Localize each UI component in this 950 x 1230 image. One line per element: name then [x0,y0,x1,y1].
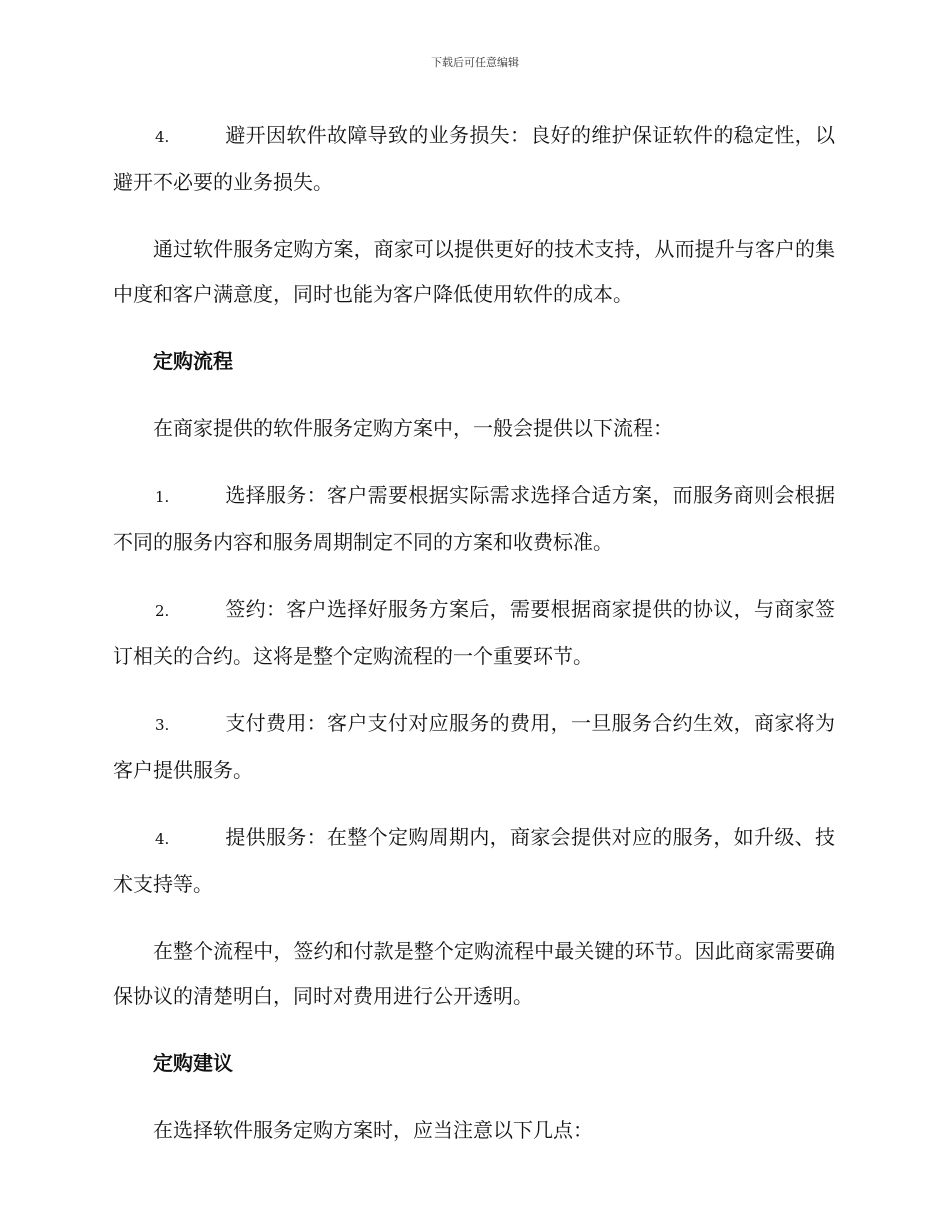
list-number: 2. [155,602,170,620]
section-heading-advice: 定购建议 [153,1051,233,1075]
list-item-step-3 [113,701,835,793]
paragraph-summary: 通过软件服务定购方案，商家可以提供更好的技术支持，从而提升与客户的集中度和客户满意度，同时也能为客户降低使用软件的成本。 [113,237,835,306]
list-number: 3. [155,716,170,734]
paragraph-process-summary: 在整个流程中，签约和付款是整个定购流程中最关键的环节。因此商家需要确保协议的清楚明白，同时对费用进行公开透明。 [113,939,835,1008]
paragraph-process-intro: 在商家提供的软件服务定购方案中，一般会提供以下流程： [153,416,673,440]
document-body [113,113,835,1175]
list-item-text: 避开因软件故障导致的业务损失：良好的维护保证软件的稳定性，以避开不必要的业务损失。 [113,123,835,194]
list-item-step-1 [113,473,835,565]
paragraph-advice-intro: 在选择软件服务定购方案时，应当注意以下几点： [153,1118,593,1142]
section-heading-process: 定购流程 [153,349,233,373]
list-number: 1. [155,488,170,506]
list-number: 4. [155,830,170,848]
list-item-benefit-4 [113,113,835,205]
list-item-step-4 [113,815,835,907]
list-item-step-2 [113,587,835,679]
list-number: 4. [155,128,170,146]
list-item-text: 签约：客户选择好服务方案后，需要根据商家提供的协议，与商家签订相关的合约。这将是整个定购流程的一个重要环节。 [113,597,835,668]
page-header: 下载后可任意编辑 [431,56,519,69]
list-item-text: 提供服务：在整个定购周期内，商家会提供对应的服务，如升级、技术支持等。 [113,825,835,896]
list-item-text: 支付费用：客户支付对应服务的费用，一旦服务合约生效，商家将为客户提供服务。 [113,711,835,782]
list-item-text: 选择服务：客户需要根据实际需求选择合适方案，而服务商则会根据不同的服务内容和服务周期制定不同的方案和收费标准。 [113,483,835,554]
